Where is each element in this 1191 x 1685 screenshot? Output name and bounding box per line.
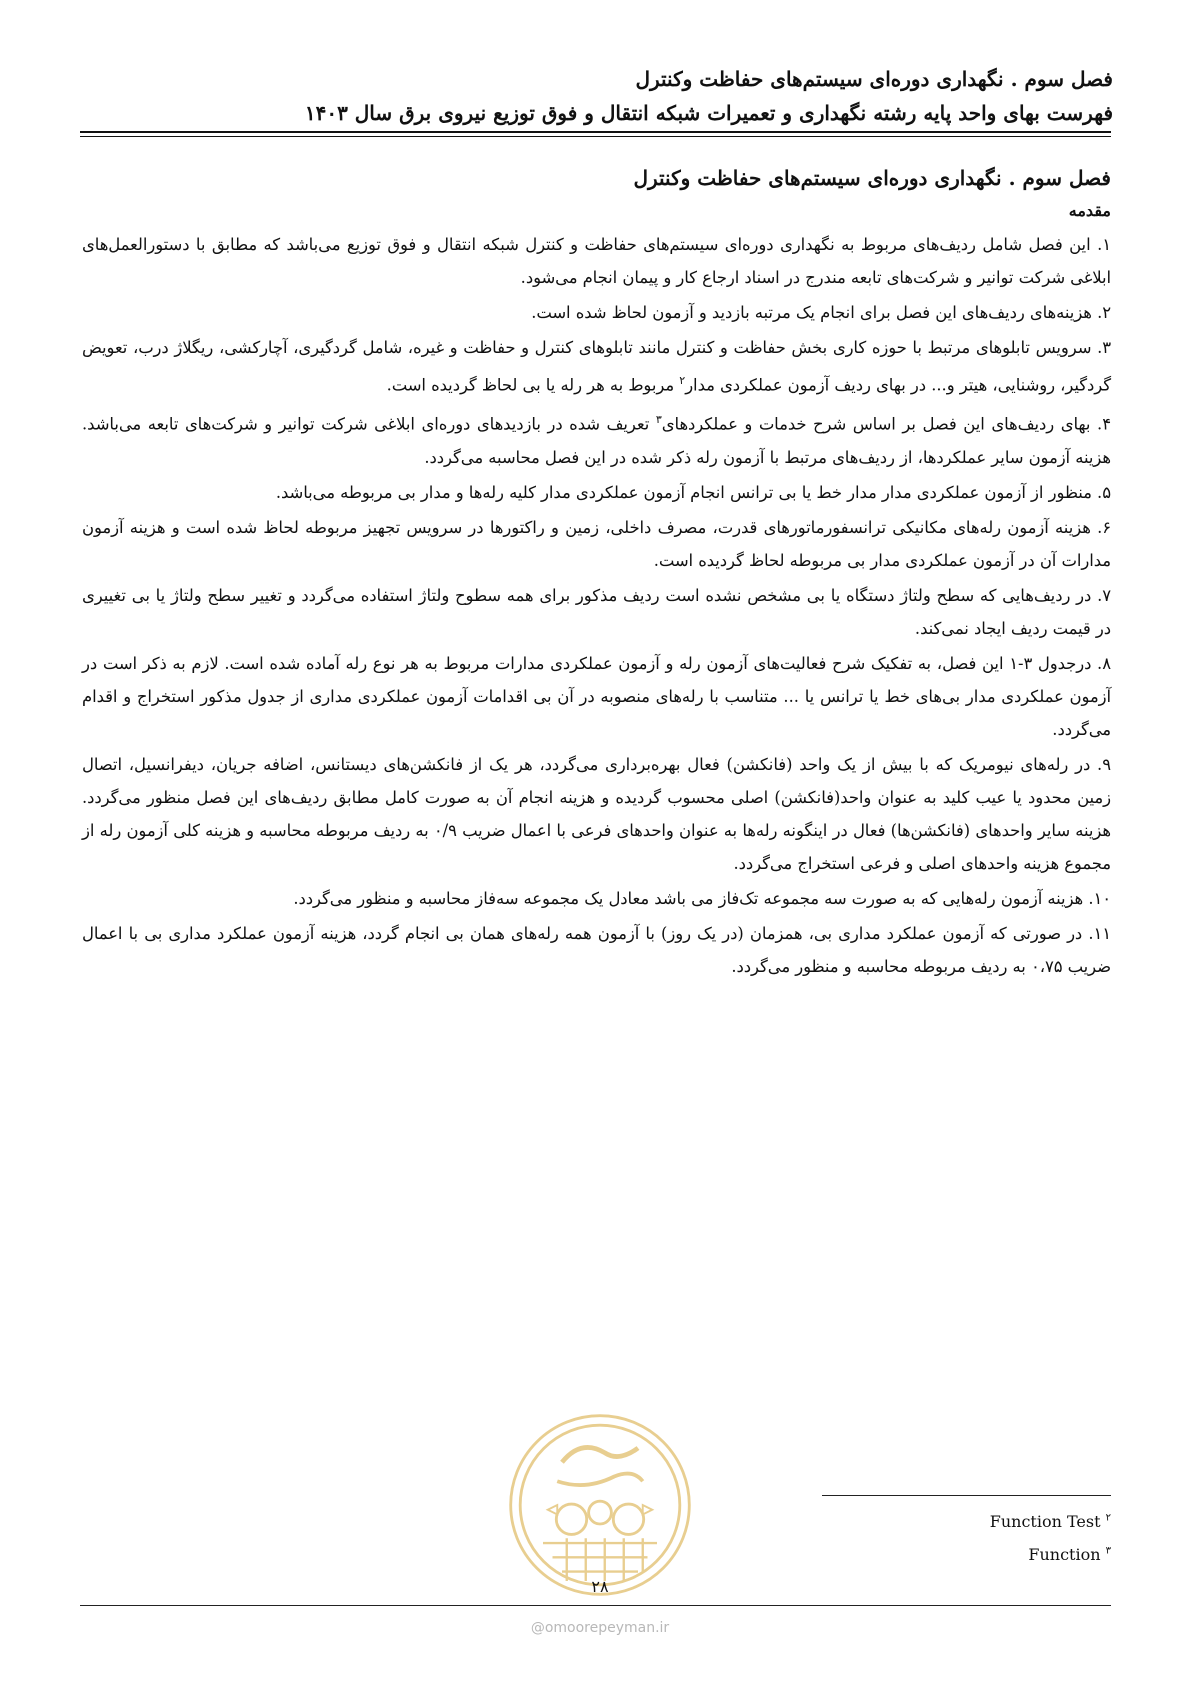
footnote-2 xyxy=(990,1512,1111,1531)
footnote-3-mark: ۳ xyxy=(1105,1545,1111,1557)
watermark-url: @omoorepeyman.ir xyxy=(530,1620,670,1636)
watermark-seal-logo xyxy=(505,1410,695,1600)
paragraph-4-part-a: ۴. بهای ردیف‌های این فصل بر اساس شرح خدمات و عملکردهای xyxy=(661,414,1111,434)
header-rule-thin xyxy=(80,136,1111,137)
paragraph-10: ۱۰. هزینه آزمون رله‌هایی که به صورت سه مجموعه تک‌فاز می باشد معادل یک مجموعه سه‌فاز محاسبه و منظور می‌گردد. xyxy=(293,888,1111,908)
paragraph-8: ۸. درجدول ۳-۱ این فصل، به تفکیک شرح فعالیت‌های آزمون رله و آزمون عملکردی مدارات مربوط به هر نوع رله آماده شده است. لازم به ذکر است در آزمون عملکردی مدار بی‌های خط یا ترانس یا ... متناسب با رله‌های منصوبه در آن بی اقدامات آزمون عملکردی مداری از جدول مذکور استخراج و اقدام می‌گردد. xyxy=(82,653,1111,739)
footnote-2-mark: ۲ xyxy=(1105,1512,1111,1524)
footnote-mark-2: ۲ xyxy=(679,374,686,387)
page-number: ۲۸ xyxy=(591,1577,609,1596)
paragraph-3-part-b: مربوط به هر رله یا بی لحاظ گردیده است. xyxy=(386,375,675,395)
header-rule-thick xyxy=(80,131,1111,133)
paragraph-2: ۲. هزینه‌های ردیف‌های این فصل برای انجام یک مرتبه بازدید و آزمون لحاظ شده است. xyxy=(531,303,1111,322)
paragraph-7: ۷. در ردیف‌هایی که سطح ولتاژ دستگاه یا بی مشخص نشده است ردیف مذکور برای همه سطوح ولتاژ استفاده می‌گردد و تغییر سطح ولتاژ یا بی تغییری در قیمت ردیف ایجاد نمی‌کند. xyxy=(82,585,1111,638)
section-subtitle: مقدمه xyxy=(1068,201,1111,220)
paragraph-3 xyxy=(82,331,1111,401)
paragraph-4-part-b: تعریف شده در بازدیدهای دوره‌ای ابلاغی شرکت توانیر و شرکت‌های تابعه می‌باشد. هزینه آزمون سایر عملکردها، از ردیف‌های مرتبط با آزمون رله ذکر شده در این فصل محاسبه می‌گردد. xyxy=(82,414,1111,467)
header-chapter-title: فصل سوم . نگهداری دوره‌ای سیستم‌های حفاظت وکنترل xyxy=(635,67,1113,91)
footnote-mark-3: ۳ xyxy=(655,413,662,427)
paragraph-1: ۱. این فصل شامل ردیف‌های مربوط به نگهداری دوره‌ای سیستم‌های حفاظت و کنترل شبکه انتقال و فوق توزیع می‌باشد که مطابق با دستورالعمل‌های ابلاغی شرکت توانیر و شرکت‌های تابعه مندرج در اسناد ارجاع کار و پیمان انجام می‌شود. xyxy=(82,235,1111,287)
section-title: فصل سوم . نگهداری دوره‌ای سیستم‌های حفاظت وکنترل xyxy=(633,166,1111,190)
footnote-3-text: Function xyxy=(1028,1545,1101,1564)
paragraph-9: ۹. در رله‌های نیومریک که با بیش از یک واحد (فانکشن) فعال بهره‌برداری می‌گردد، هر یک از فانکشن‌های دیستانس، اضافه جریان، دیفرانسیل، اتصال زمین محدود یا عیب کلید به عنوان واحد(فانکشن) اصلی محسوب گردیده و هزینه انجام آن به صورت کامل مطابق ردیف‌های این فصل منظور می‌گردد. هزینه سایر واحدهای (فانکشن‌ها) فعال در اینگونه رله‌ها به عنوان واحدهای فرعی با اعمال ضریب ۰/۹ به ردیف مربوطه محاسبه و هزینه کلی آزمون رله از مجموع هزینه واحدهای اصلی و فرعی استخراج می‌گردد. xyxy=(82,754,1111,873)
footer-rule xyxy=(80,1605,1111,1606)
paragraph-3-part-a: ۳. سرویس تابلوهای مرتبط با حوزه کاری بخش حفاظت و کنترل مانند تابلوهای کنترل و حفاظت و غیره، شامل گردگیری، آچارکشی، ریگلاژ درب، تعویض گردگیر، روشنایی، هیتر و... در بهای ردیف آزمون عملکردی مدار xyxy=(82,338,1111,395)
paragraph-5: ۵. منظور از آزمون عملکردی مدار مدار خط یا بی ترانس انجام آزمون عملکردی مدار کلیه رله‌ها و مدار بی مربوطه می‌باشد. xyxy=(275,482,1111,502)
main-content xyxy=(82,160,1111,985)
footnote-2-text: Function Test xyxy=(989,1512,1101,1531)
paragraph-4 xyxy=(82,403,1111,473)
header-document-title: فهرست بهای واحد پایه رشته نگهداری و تعمیرات شبکه انتقال و فوق توزیع نیروی برق سال ۱۴۰۳ xyxy=(304,101,1113,125)
paragraph-11: ۱۱. در صورتی که آزمون عملکرد مداری بی، همزمان (در یک روز) با آزمون همه رله‌های همان بی انجام گردد، هزینه آزمون عملکرد مداری بی با اعمال ضریب ۰،۷۵ به ردیف مربوطه محاسبه و منظور می‌گردد. xyxy=(82,923,1111,976)
paragraph-6: ۶. هزینه آزمون رله‌های مکانیکی ترانسفورماتورهای قدرت، مصرف داخلی، زمین و راکتورها در سرویس تجهیز مربوطه لحاظ شده است و هزینه آزمون مدارات آن در آزمون عملکردی مدار بی مربوطه لحاظ گردیده است. xyxy=(82,517,1111,570)
footnote-separator xyxy=(822,1495,1111,1496)
footnote-3 xyxy=(1028,1545,1111,1564)
